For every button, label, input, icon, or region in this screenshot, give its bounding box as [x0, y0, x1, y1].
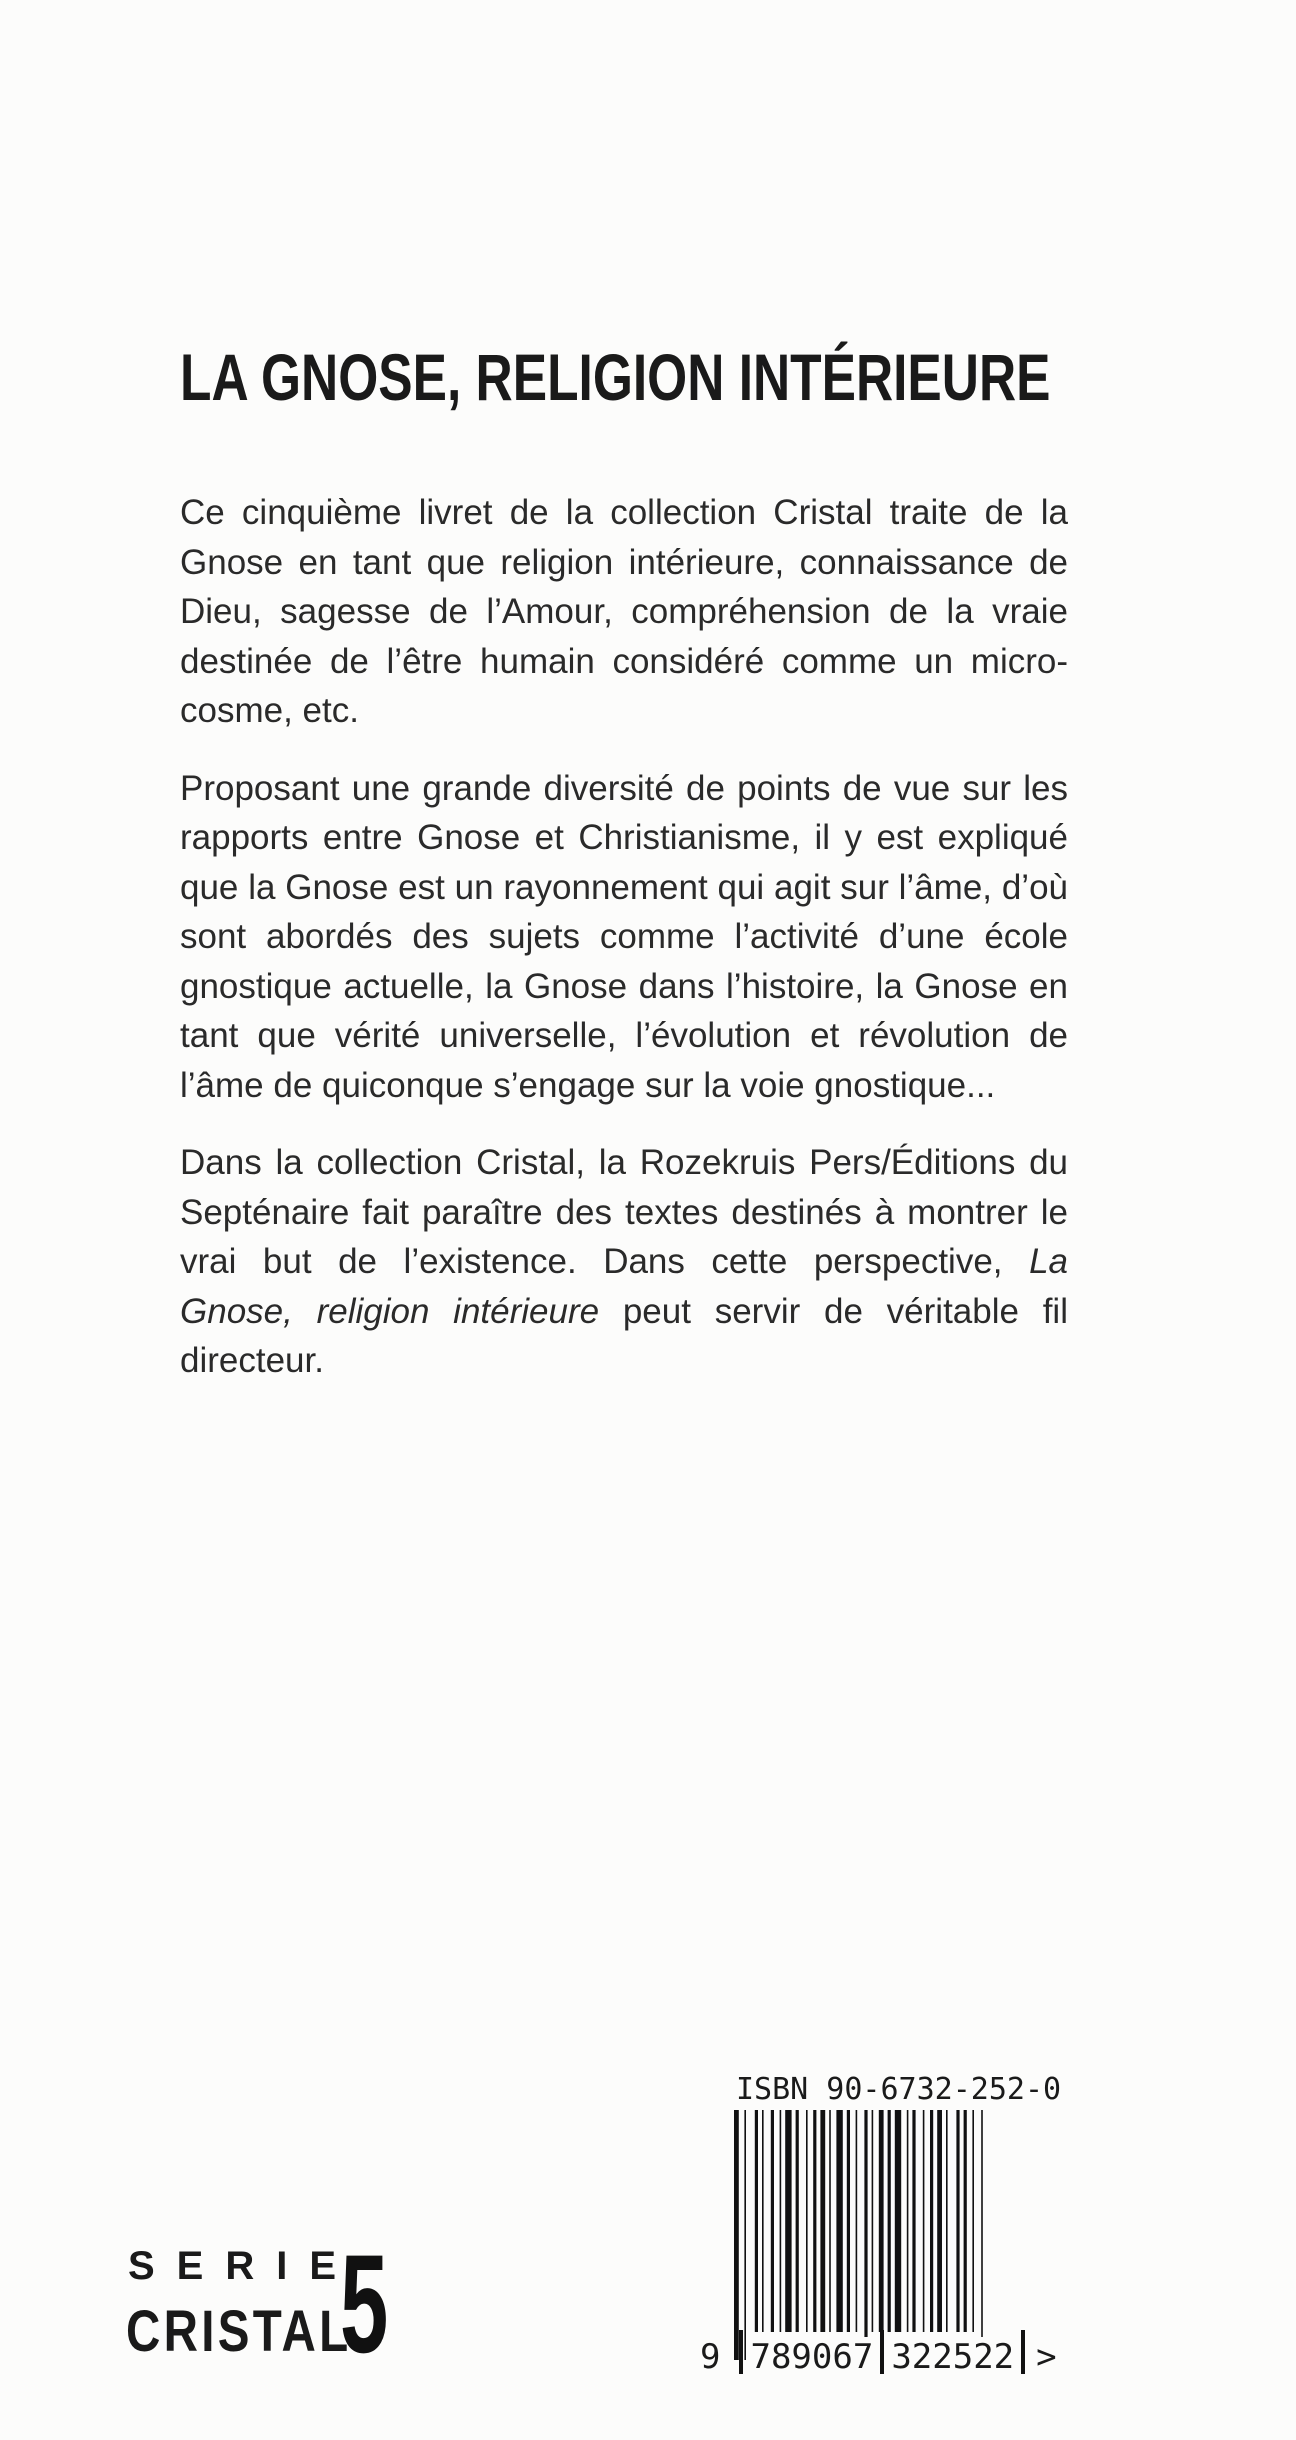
barcode-bars — [734, 2110, 983, 2360]
barcode-bar — [923, 2110, 925, 2332]
barcode-bar — [937, 2110, 942, 2332]
barcode-right-group: 322522 — [891, 2337, 1015, 2377]
book-title: LA GNOSE, RELIGION INTÉRIEURE — [180, 340, 1051, 414]
barcode-bar — [796, 2110, 799, 2332]
barcode-lead-digit: 9 — [700, 2337, 721, 2377]
barcode-digits — [700, 2330, 1057, 2377]
barcode-bar — [836, 2110, 842, 2332]
barcode-bar — [829, 2110, 831, 2332]
blurb-paragraph-3-end: peut servir de véritable fil directeur. — [180, 1291, 1068, 1380]
barcode-graphic — [732, 2110, 1042, 2360]
barcode-guard-right — [1021, 2330, 1025, 2374]
barcode-bar — [813, 2110, 816, 2332]
barcode-bar — [755, 2110, 758, 2332]
barcode-bar — [806, 2110, 808, 2332]
barcode-left-group: 789067 — [750, 2337, 874, 2377]
barcode-bar — [956, 2110, 959, 2332]
blurb-paragraph-3-start: Dans la collection Cristal, la Rozekruis Pers/Éditions du Septénaire fait paraître des textes destinés à montrer le vrai but de l’existence. Dans cette perspective, — [180, 1143, 1068, 1281]
barcode-bar — [771, 2110, 774, 2332]
barcode-bar — [785, 2110, 791, 2332]
series-number: 5 — [340, 2225, 389, 2382]
barcode-bar — [734, 2110, 739, 2360]
barcode-bar — [888, 2110, 891, 2332]
barcode-guard-middle — [880, 2330, 884, 2374]
barcode-bar — [981, 2110, 983, 2360]
barcode-bar — [895, 2110, 901, 2332]
barcode-bar — [780, 2110, 782, 2332]
barcode-bar — [762, 2110, 764, 2332]
blurb-paragraph-3 — [180, 1138, 1068, 1386]
blurb-paragraph-1: Ce cinquième livret de la collection Cristal traite de la Gnose en tant que religion intérieure, connaissance de Dieu, sagesse de l’Amour, compréhension de la vraie destinée de l’être humain considéré comme un microcosme, etc. — [180, 493, 1068, 730]
barcode-arrow: > — [1036, 2337, 1057, 2377]
barcode-bar — [946, 2110, 948, 2332]
barcode-bar — [964, 2110, 967, 2332]
barcode-bar — [879, 2110, 884, 2332]
barcode-guard-left — [739, 2330, 743, 2374]
barcode-bar — [907, 2110, 909, 2332]
series-name: CRISTAL — [126, 2299, 352, 2364]
blurb-paragraph-2: Proposant une grande diversité de points de vue sur les rapports entre Gnose et Christianisme, il y est expliqué que la Gnose est un rayonnement qui agit sur l’âme, d’où sont abordés des sujets comme l’activité d’une école gnostique actuelle, la Gnose dans l’histoire, la Gnose en tant que vérité universelle, l’évolution et révolution de l’âme de quiconque s’engage sur la voie gnostique... — [180, 768, 1068, 1105]
book-title-italic: La Gnose, religion intérieure — [180, 1242, 1068, 1331]
barcode-bar — [912, 2110, 915, 2332]
barcode-bar — [820, 2110, 825, 2332]
barcode-bar — [847, 2110, 850, 2332]
barcode-bar — [972, 2110, 974, 2332]
barcode-bar — [872, 2110, 874, 2332]
barcode-bar — [744, 2110, 746, 2360]
isbn-label: ISBN 90-6732-252-0 — [736, 2072, 1062, 2107]
barcode-bar — [864, 2110, 867, 2360]
barcode-bar — [856, 2110, 858, 2332]
barcode-bar — [930, 2110, 933, 2332]
series-label: SERIE — [128, 2244, 359, 2288]
back-cover-blurb — [180, 488, 1068, 1386]
